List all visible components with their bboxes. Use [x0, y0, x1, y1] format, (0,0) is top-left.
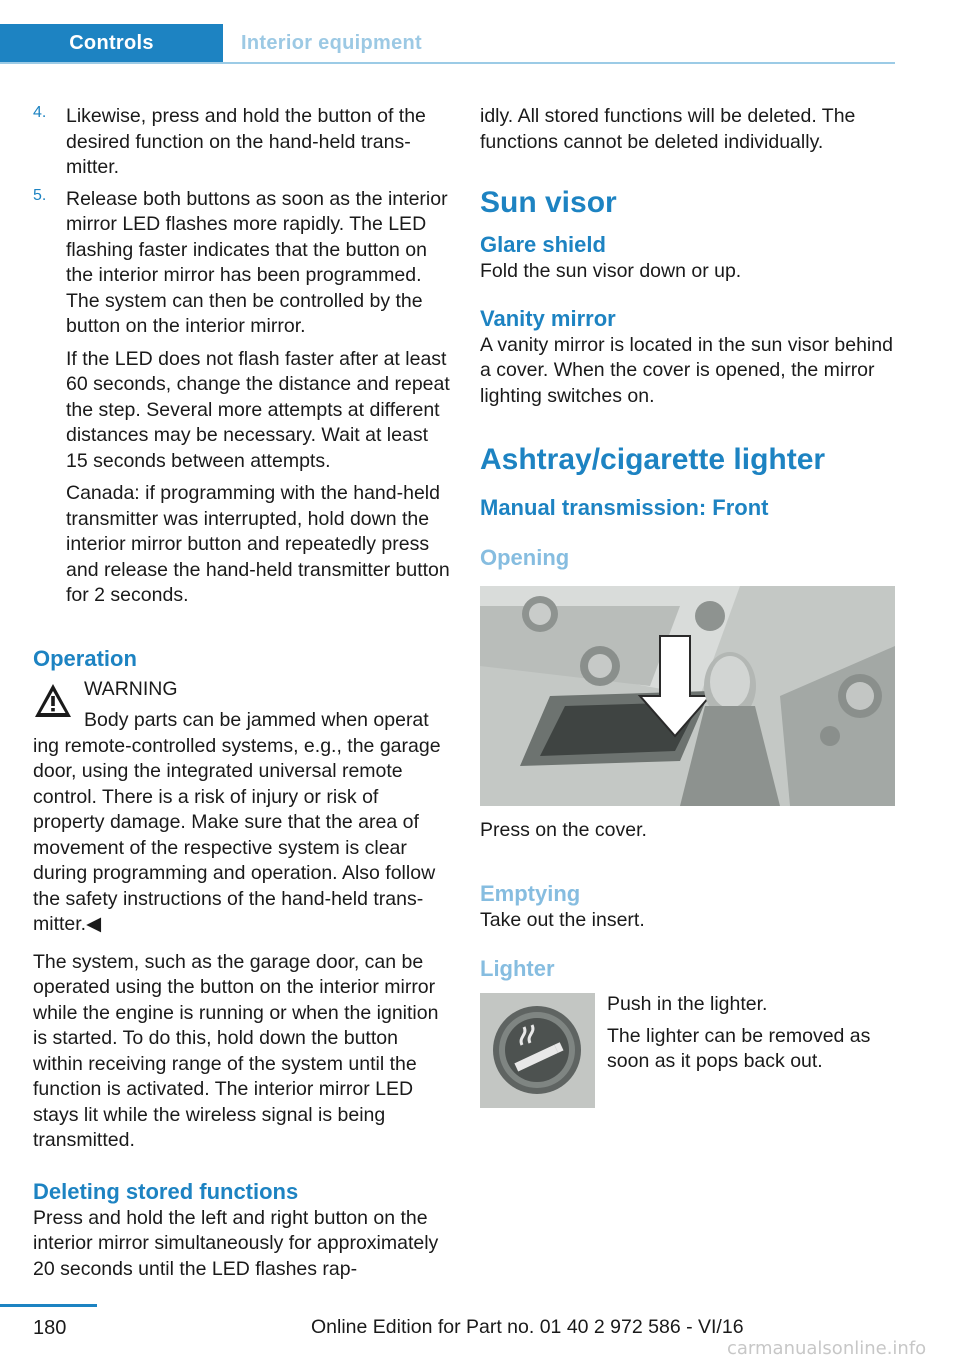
ashtray-console-illustration [480, 586, 895, 806]
warning-triangle-icon [33, 681, 73, 721]
opening-heading: Opening [480, 545, 570, 570]
ashtray-heading: Ashtray/cigarette lighter [480, 443, 826, 476]
opening-text: Press on the cover. [480, 819, 647, 841]
step-number: 5. [33, 186, 47, 204]
lighter-photo [480, 993, 595, 1108]
watermark: carmanualsonline.info [727, 1338, 927, 1359]
step-4 [33, 104, 453, 181]
lighter-heading: Lighter [480, 956, 555, 981]
step-text: Likewise, press and hold the button of the desired function on the hand-held transmitter. [66, 105, 426, 178]
step-text: Release both buttons as soon as the interior mirror LED flashes more rapidly. The LED flashing faster indicates that the button on the interior mirror has been programmed. The system can then be controlled by the button on the interior mirror. [66, 187, 448, 337]
glare-shield-heading: Glare shield [480, 232, 606, 257]
section-tab-interior-equipment[interactable]: Interior equipment [241, 32, 422, 54]
lighter-instructions [607, 989, 897, 1075]
deleting-text: Press and hold the left and right button on the interior mirror simultaneously for approximately 20 seconds until the LED flashes rap- [33, 1206, 439, 1280]
page-header [0, 24, 895, 64]
step-5-note-canada: Canada: if programming with the hand-held transmitter was interrupted, hold down the interior mirror button and repeatedly press and release the hand-held transmitter button for 2 seconds. [66, 482, 450, 606]
deleting-heading: Deleting stored functions [33, 1178, 299, 1204]
right-column [480, 104, 900, 1109]
ashtray-opening-photo [480, 586, 895, 806]
warning-box [33, 677, 453, 734]
operation-text: The system, such as the garage door, can be operated using the button on the interior mirror while the engine is running or when the ignition is started. To do this, hold down the button within receiving range of the system until the function is activated. The interior mirror LED stays lit while the wireless signal is being transmitted. [33, 950, 439, 1151]
glare-shield-text: Fold the sun visor down or up. [480, 260, 742, 282]
warning-text: ing remote-controlled systems, e.g., the garage door, using the integrated universal remote control. There is a risk of injury or risk of property damage. Make sure that the area of movement of the respective system is clear during programming and operation. Also follow the safety instructions of the hand-held transmitter.◀ [33, 734, 441, 935]
step-number: 4. [33, 104, 47, 121]
warning-intro: Body parts can be jammed when operat [84, 709, 429, 731]
lighter-text-push: Push in the lighter. [607, 993, 768, 1015]
lighter-block [480, 989, 900, 1109]
step-5-note-led: If the LED does not flash faster after at least 60 seconds, change the distance and repeat the step. Several more attempts at different distances may be necessary. Wait at least 15 seconds between attempts. [66, 347, 450, 472]
cigarette-lighter-icon [480, 993, 595, 1108]
vanity-mirror-heading: Vanity mirror [480, 305, 616, 331]
left-column [33, 104, 453, 1282]
emptying-text: Take out the insert. [480, 908, 645, 931]
footer-rule [0, 1304, 97, 1307]
sun-visor-heading: Sun visor [480, 186, 617, 219]
warning-label: WARNING [84, 677, 178, 700]
vanity-mirror-text: A vanity mirror is located in the sun visor behind a cover. When the cover is opened, the mirror lighting switches on. [480, 333, 893, 407]
section-tab-controls[interactable]: Controls [0, 24, 223, 62]
page-number: 180 [33, 1317, 67, 1339]
operation-heading: Operation [33, 645, 137, 671]
step-5 [33, 187, 453, 340]
lighter-text-remove: The lighter can be removed as soon as it pops back out. [607, 1024, 871, 1072]
online-edition-label: Online Edition for Part no. 01 40 2 972 586 - VI/16 [311, 1316, 744, 1338]
manual-transmission-heading: Manual transmission: Front [480, 495, 769, 520]
deleting-text-continued: idly. All stored functions will be deleted. The functions cannot be deleted individually. [480, 105, 856, 153]
emptying-heading: Emptying [480, 880, 581, 906]
